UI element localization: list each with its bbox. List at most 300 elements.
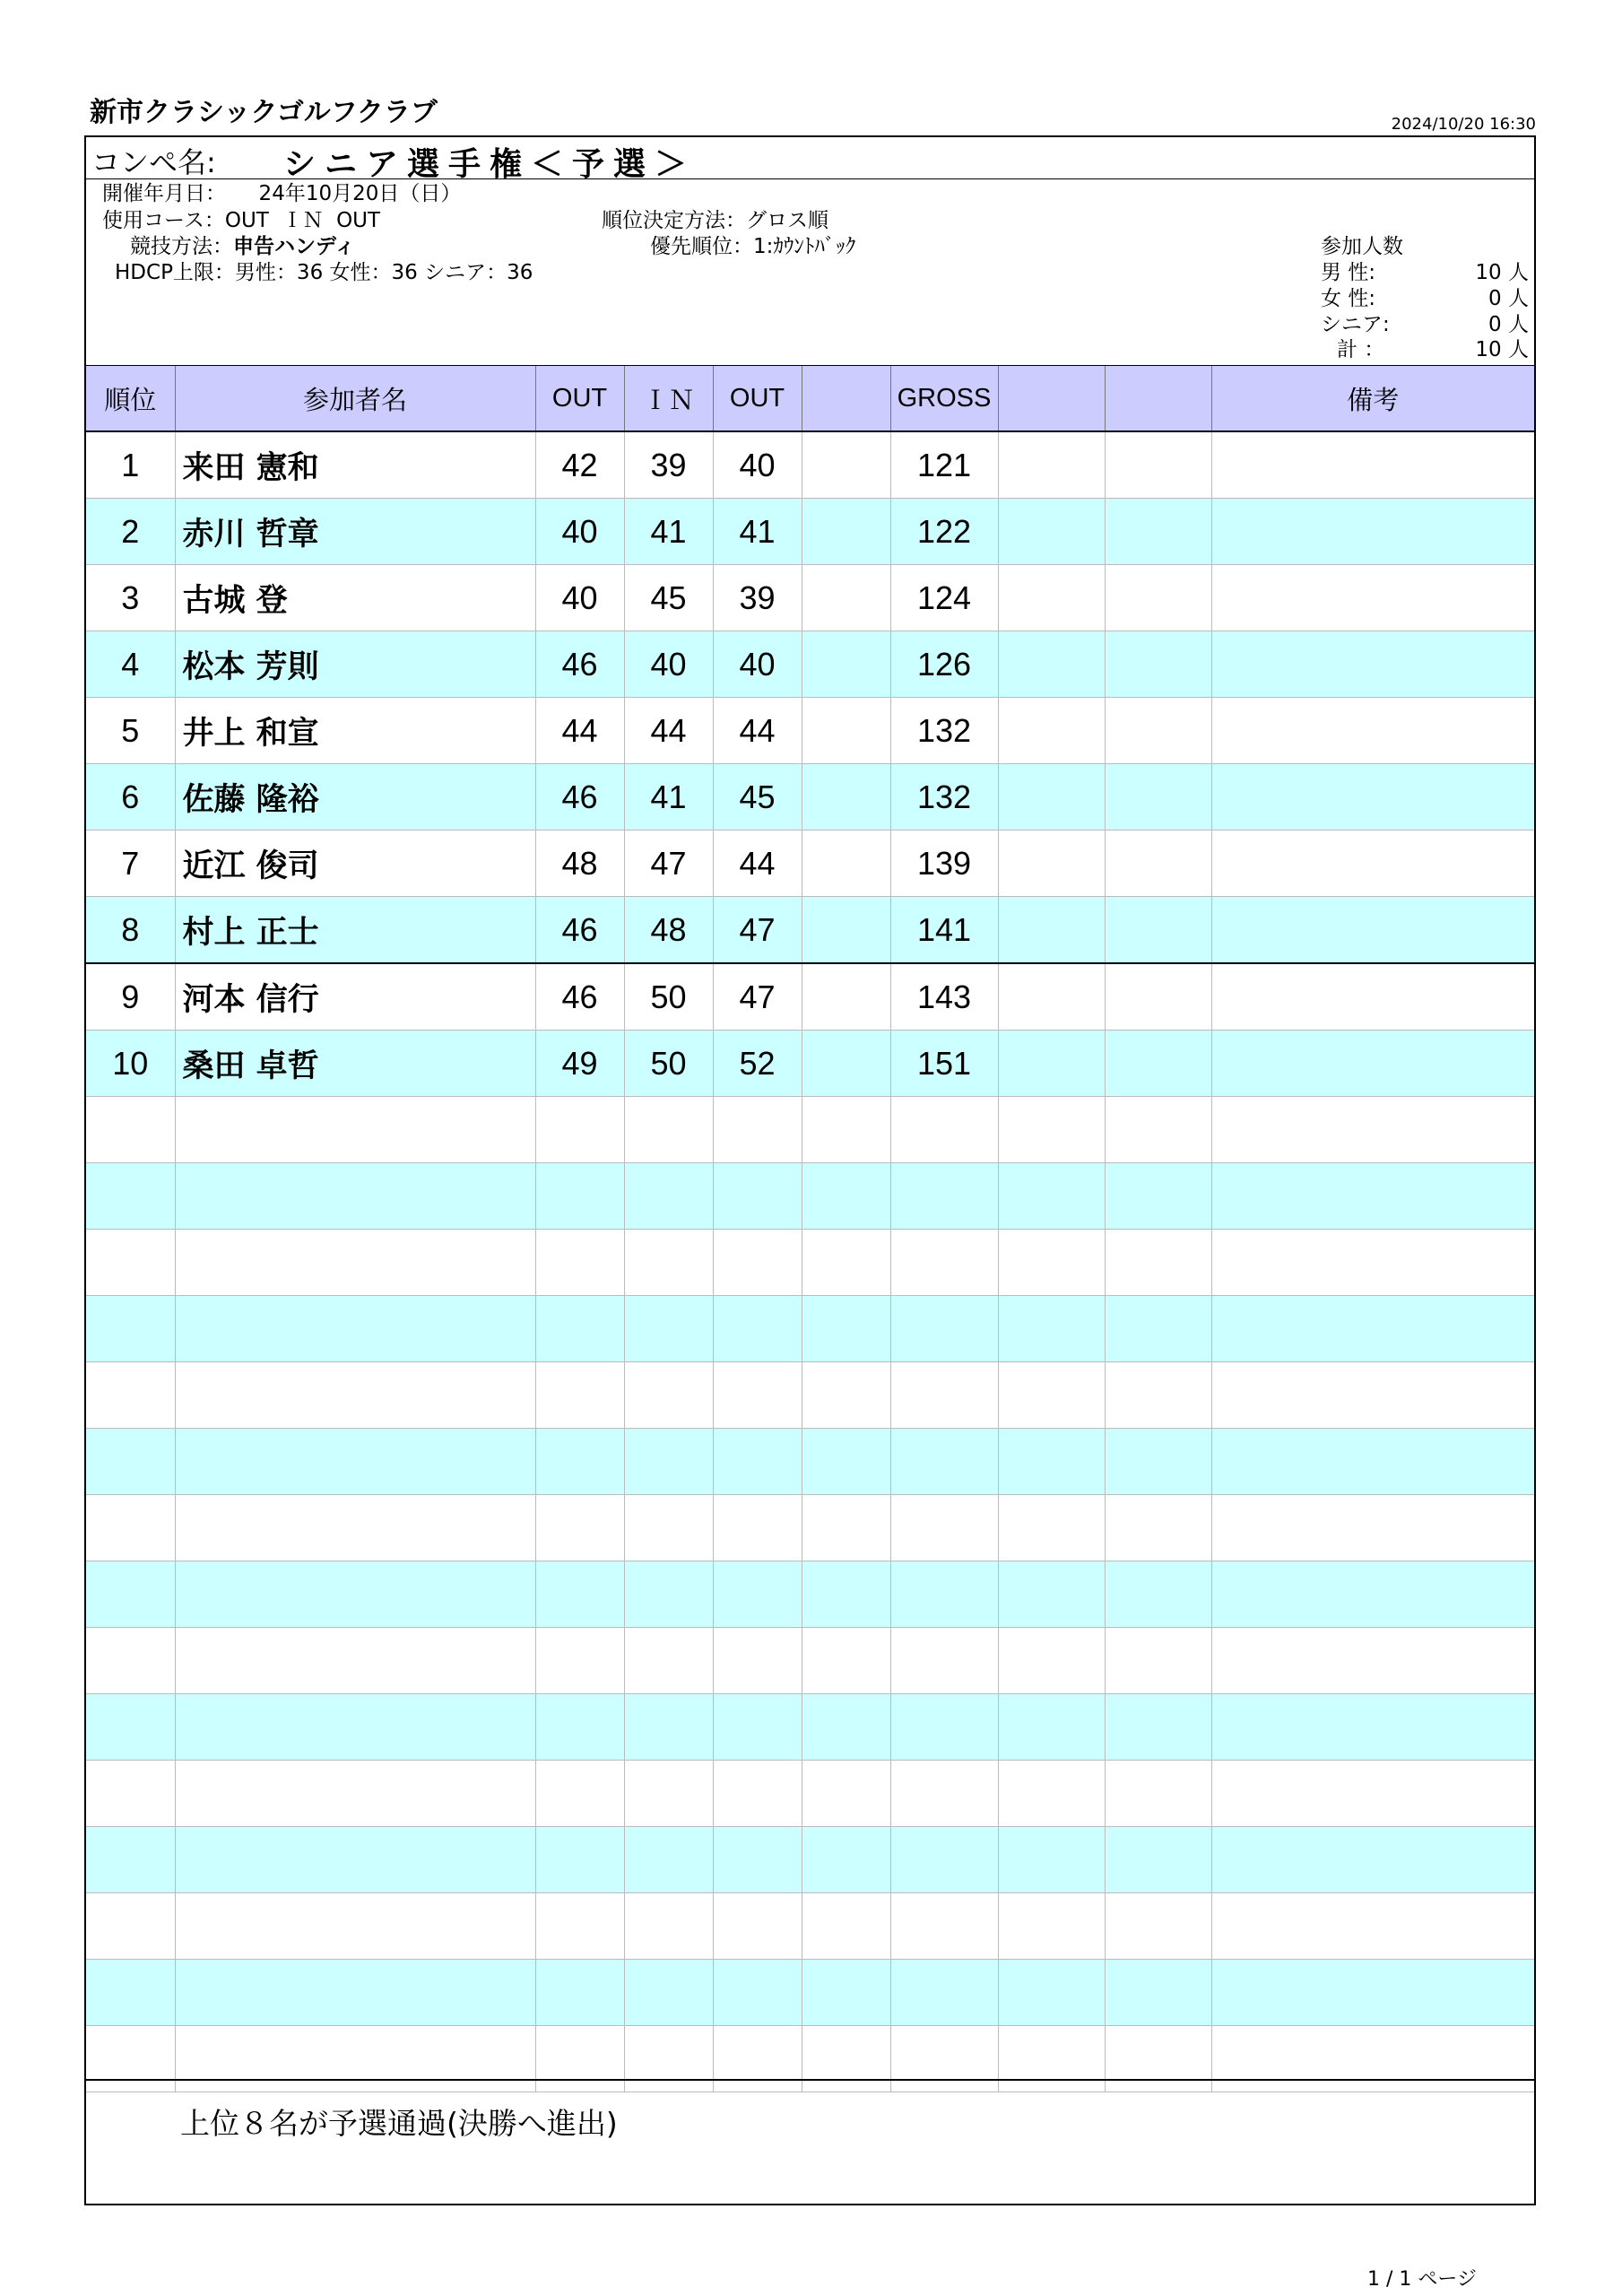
table-row [86, 565, 1534, 631]
cell-out1 [535, 1827, 624, 1893]
cell-blank [1105, 1362, 1211, 1429]
empty-row [86, 1230, 1534, 1296]
cell-blank [998, 1893, 1105, 1960]
cell-gross: 143 [890, 963, 998, 1031]
cell-remarks [1211, 963, 1534, 1031]
cell-blank [998, 1163, 1105, 1230]
cell-remarks [1211, 1893, 1534, 1960]
empty-row [86, 1429, 1534, 1495]
cell-player-name: 松本 芳則 [175, 631, 535, 698]
header-blank-3 [1105, 366, 1211, 432]
cell-blank [998, 698, 1105, 764]
cell-rank: 4 [86, 631, 175, 698]
empty-row [86, 1097, 1534, 1163]
empty-row [86, 1561, 1534, 1628]
cell-rank: 9 [86, 963, 175, 1031]
cell-blank [1105, 565, 1211, 631]
page-indicator: 1 / 1 ページ [1367, 2268, 1477, 2291]
cell-out1 [535, 1296, 624, 1362]
table-row [86, 897, 1534, 964]
cell-blank [998, 897, 1105, 964]
cell-gross [890, 1429, 998, 1495]
cell-rank [86, 1495, 175, 1561]
cell-blank [802, 764, 890, 831]
cell-out2 [713, 1893, 802, 1960]
cell-gross: 124 [890, 565, 998, 631]
cell-out1: 46 [535, 897, 624, 964]
cell-gross: 126 [890, 631, 998, 698]
cell-player-name: 村上 正士 [175, 897, 535, 964]
cell-player-name: 来田 憲和 [175, 431, 535, 499]
cell-gross [890, 1761, 998, 1827]
cell-in [624, 1495, 713, 1561]
empty-row [86, 1761, 1534, 1827]
empty-row [86, 1694, 1534, 1761]
cell-in: 40 [624, 631, 713, 698]
cell-blank [802, 1761, 890, 1827]
cell-gross: 132 [890, 764, 998, 831]
results-body [86, 431, 1534, 2092]
empty-row [86, 1960, 1534, 2026]
cell-gross [890, 1628, 998, 1694]
cell-remarks [1211, 1628, 1534, 1694]
cell-out2 [713, 1429, 802, 1495]
cell-remarks [1211, 565, 1534, 631]
cell-blank [802, 698, 890, 764]
cell-blank [1105, 1561, 1211, 1628]
cell-in: 41 [624, 764, 713, 831]
cell-rank: 7 [86, 831, 175, 897]
cell-rank [86, 1960, 175, 2026]
cell-remarks [1211, 1960, 1534, 2026]
cell-in [624, 1628, 713, 1694]
cell-rank [86, 1097, 175, 1163]
cell-out2: 45 [713, 764, 802, 831]
cell-blank [802, 1429, 890, 1495]
cell-rank [86, 1362, 175, 1429]
cell-player-name [175, 1163, 535, 1230]
cell-blank [802, 1097, 890, 1163]
cell-remarks [1211, 1296, 1534, 1362]
cell-in [624, 1097, 713, 1163]
cell-out1: 40 [535, 565, 624, 631]
cell-rank: 2 [86, 499, 175, 565]
cell-rank [86, 1694, 175, 1761]
cell-player-name: 近江 俊司 [175, 831, 535, 897]
cell-remarks [1211, 1362, 1534, 1429]
cell-out1 [535, 1628, 624, 1694]
cell-blank [998, 1761, 1105, 1827]
empty-row [86, 1628, 1534, 1694]
cell-blank [1105, 1495, 1211, 1561]
cell-out1 [535, 1362, 624, 1429]
cell-gross [890, 1893, 998, 1960]
cell-rank [86, 1827, 175, 1893]
cell-blank [998, 1296, 1105, 1362]
cell-player-name: 井上 和宣 [175, 698, 535, 764]
table-row [86, 499, 1534, 565]
cell-out1 [535, 1097, 624, 1163]
cell-remarks [1211, 1761, 1534, 1827]
cell-blank [998, 1561, 1105, 1628]
cell-in [624, 1296, 713, 1362]
cell-blank [998, 1628, 1105, 1694]
header-rank: 順位 [86, 366, 175, 432]
cell-rank [86, 1230, 175, 1296]
cell-out2: 41 [713, 499, 802, 565]
cell-gross [890, 1561, 998, 1628]
cell-gross: 151 [890, 1031, 998, 1097]
empty-row [86, 1495, 1534, 1561]
header-blank-1 [802, 366, 890, 432]
competition-title-row [86, 137, 1534, 183]
cell-out1 [535, 1163, 624, 1230]
header-remarks: 備考 [1211, 366, 1534, 432]
senior-label: シニア: [1321, 313, 1390, 336]
cell-blank [802, 1827, 890, 1893]
cell-player-name: 河本 信行 [175, 963, 535, 1031]
cell-player-name [175, 1827, 535, 1893]
cell-player-name [175, 1893, 535, 1960]
table-row [86, 631, 1534, 698]
table-row [86, 963, 1534, 1031]
cell-blank [998, 1694, 1105, 1761]
cell-out1: 48 [535, 831, 624, 897]
hdcp-info: HDCP上限：男性：36 女性：36 シニア：36 [115, 261, 533, 284]
method-value: 申告ハンディ [233, 235, 356, 258]
male-label: 男 性: [1321, 261, 1376, 284]
cell-blank [802, 1561, 890, 1628]
ranking-method: 順位決定方法：グロス順 [602, 209, 828, 232]
table-row [86, 764, 1534, 831]
cell-gross [890, 1827, 998, 1893]
cell-in [624, 1429, 713, 1495]
cell-gross: 122 [890, 499, 998, 565]
cell-remarks [1211, 1230, 1534, 1296]
cell-remarks [1211, 1495, 1534, 1561]
table-row [86, 431, 1534, 499]
cell-player-name: 佐藤 隆裕 [175, 764, 535, 831]
cell-blank [802, 1694, 890, 1761]
cell-out1: 42 [535, 431, 624, 499]
cell-player-name [175, 1362, 535, 1429]
header-name: 参加者名 [175, 366, 535, 432]
cell-blank [998, 1827, 1105, 1893]
cell-gross [890, 1960, 998, 2026]
cell-player-name: 古城 登 [175, 565, 535, 631]
cell-out2 [713, 1761, 802, 1827]
cell-blank [998, 1230, 1105, 1296]
cell-in [624, 1163, 713, 1230]
cell-in [624, 1362, 713, 1429]
cell-rank: 3 [86, 565, 175, 631]
club-name: 新市クラシックゴルフクラブ [90, 97, 438, 128]
empty-row [86, 1827, 1534, 1893]
cell-player-name [175, 1296, 535, 1362]
cell-gross [890, 1230, 998, 1296]
empty-row [86, 1296, 1534, 1362]
cell-out2 [713, 1495, 802, 1561]
cell-blank [802, 831, 890, 897]
date-info: 開催年月日： 24年10月20日（日） [102, 182, 462, 205]
cell-remarks [1211, 1827, 1534, 1893]
cell-out2 [713, 1362, 802, 1429]
cell-player-name [175, 1960, 535, 2026]
cell-blank [802, 1031, 890, 1097]
cell-blank [802, 1362, 890, 1429]
cell-in [624, 1827, 713, 1893]
cell-remarks [1211, 1694, 1534, 1761]
cell-remarks [1211, 1031, 1534, 1097]
cell-blank [802, 1628, 890, 1694]
cell-out2 [713, 1694, 802, 1761]
table-row [86, 1031, 1534, 1097]
cell-rank: 5 [86, 698, 175, 764]
table-row [86, 831, 1534, 897]
cell-out2 [713, 1230, 802, 1296]
cell-in [624, 1561, 713, 1628]
cell-out1 [535, 1429, 624, 1495]
cell-blank [1105, 764, 1211, 831]
cell-out2: 44 [713, 698, 802, 764]
cell-player-name [175, 1097, 535, 1163]
table-row [86, 698, 1534, 764]
senior-count: 0 人 [1488, 313, 1529, 336]
method-label: 競技方法： [130, 235, 233, 258]
cell-remarks [1211, 1561, 1534, 1628]
cell-remarks [1211, 431, 1534, 499]
cell-blank [1105, 1429, 1211, 1495]
competition-label: コンペ名: [91, 145, 216, 179]
results-table [86, 365, 1534, 2092]
cell-player-name [175, 1561, 535, 1628]
cell-player-name [175, 1230, 535, 1296]
cell-blank [1105, 1163, 1211, 1230]
cell-rank [86, 1163, 175, 1230]
cell-out2 [713, 1561, 802, 1628]
cell-rank [86, 1628, 175, 1694]
cell-out1 [535, 1495, 624, 1561]
cell-blank [1105, 1628, 1211, 1694]
cell-in: 50 [624, 1031, 713, 1097]
printed-timestamp: 2024/10/20 16:30 [1391, 115, 1536, 134]
cell-blank [802, 1495, 890, 1561]
cell-out2 [713, 1827, 802, 1893]
table-header-row [86, 366, 1534, 432]
cell-blank [1105, 1761, 1211, 1827]
total-count: 10 人 [1475, 338, 1529, 361]
cell-out2: 47 [713, 963, 802, 1031]
cell-gross: 132 [890, 698, 998, 764]
cell-blank [1105, 1296, 1211, 1362]
cell-out1: 46 [535, 764, 624, 831]
cell-player-name [175, 1429, 535, 1495]
cell-remarks [1211, 1429, 1534, 1495]
cell-out1: 46 [535, 963, 624, 1031]
cell-in: 41 [624, 499, 713, 565]
cell-gross: 139 [890, 831, 998, 897]
cell-blank [1105, 1960, 1211, 2026]
cell-out1 [535, 1230, 624, 1296]
cell-blank [998, 764, 1105, 831]
cell-blank [802, 565, 890, 631]
cell-gross [890, 1495, 998, 1561]
cell-out1 [535, 1561, 624, 1628]
cell-out2 [713, 1960, 802, 2026]
cell-blank [1105, 499, 1211, 565]
cell-gross: 141 [890, 897, 998, 964]
cell-blank [1105, 698, 1211, 764]
cell-out2: 47 [713, 897, 802, 964]
cell-in: 45 [624, 565, 713, 631]
cell-out1 [535, 1694, 624, 1761]
cell-player-name: 赤川 哲章 [175, 499, 535, 565]
cell-rank [86, 1893, 175, 1960]
cell-blank [1105, 431, 1211, 499]
cell-out2: 39 [713, 565, 802, 631]
cell-player-name [175, 1495, 535, 1561]
competition-name: シニア選手権＜予選＞ [283, 146, 697, 183]
cell-out2 [713, 1097, 802, 1163]
header-blank-2 [998, 366, 1105, 432]
cell-blank [802, 1960, 890, 2026]
cell-in [624, 1960, 713, 2026]
cell-blank [998, 499, 1105, 565]
header-out2: OUT [713, 366, 802, 432]
cell-out1 [535, 1893, 624, 1960]
cell-in: 50 [624, 963, 713, 1031]
empty-row [86, 1362, 1534, 1429]
header-out1: OUT [535, 366, 624, 432]
cell-out1: 40 [535, 499, 624, 565]
results-sheet [84, 135, 1536, 2205]
cell-out2 [713, 1296, 802, 1362]
cell-out2: 40 [713, 631, 802, 698]
cell-in [624, 1230, 713, 1296]
cell-out2: 44 [713, 831, 802, 897]
cell-out2 [713, 1628, 802, 1694]
cell-blank [1105, 831, 1211, 897]
empty-row [86, 1163, 1534, 1230]
cell-in [624, 1694, 713, 1761]
cell-blank [998, 1031, 1105, 1097]
priority-order: 優先順位：1:ｶｳﾝﾄﾊﾞｯｸ [650, 235, 856, 258]
cell-blank [1105, 1827, 1211, 1893]
cell-gross [890, 1163, 998, 1230]
cell-in [624, 1893, 713, 1960]
cell-in: 39 [624, 431, 713, 499]
cell-in [624, 1761, 713, 1827]
cell-gross [890, 1362, 998, 1429]
cell-blank [998, 431, 1105, 499]
cell-blank [998, 1429, 1105, 1495]
cell-player-name [175, 1694, 535, 1761]
cell-remarks [1211, 764, 1534, 831]
cell-gross: 121 [890, 431, 998, 499]
cell-blank [998, 1495, 1105, 1561]
cell-rank: 8 [86, 897, 175, 964]
cell-out2: 40 [713, 431, 802, 499]
cell-blank [998, 631, 1105, 698]
cell-out1: 44 [535, 698, 624, 764]
cell-rank: 1 [86, 431, 175, 499]
cell-blank [802, 499, 890, 565]
course-info: 使用コース：OUT ＩＮ OUT [102, 209, 381, 232]
total-label: 計 ： [1337, 338, 1385, 361]
female-count: 0 人 [1488, 287, 1529, 310]
cell-player-name [175, 1628, 535, 1694]
cell-blank [998, 963, 1105, 1031]
cell-blank [998, 831, 1105, 897]
header-gross: GROSS [890, 366, 998, 432]
cell-rank [86, 1296, 175, 1362]
qualification-note: 上位８名が予選通過(決勝へ進出) [180, 2106, 618, 2141]
cell-remarks [1211, 897, 1534, 964]
cell-blank [802, 1893, 890, 1960]
cell-blank [802, 897, 890, 964]
note-box [86, 2079, 1534, 2204]
cell-remarks [1211, 831, 1534, 897]
cell-rank [86, 1429, 175, 1495]
cell-rank [86, 1761, 175, 1827]
cell-rank: 6 [86, 764, 175, 831]
cell-gross [890, 1694, 998, 1761]
method-info [130, 233, 355, 260]
header-in: ＩＮ [624, 366, 713, 432]
cell-blank [1105, 1694, 1211, 1761]
cell-blank [1105, 631, 1211, 698]
male-count: 10 人 [1475, 261, 1529, 284]
cell-in: 47 [624, 831, 713, 897]
cell-out1 [535, 1960, 624, 2026]
cell-remarks [1211, 499, 1534, 565]
cell-out2: 52 [713, 1031, 802, 1097]
cell-blank [802, 431, 890, 499]
cell-gross [890, 1097, 998, 1163]
cell-remarks [1211, 698, 1534, 764]
cell-out1 [535, 1761, 624, 1827]
cell-blank [1105, 897, 1211, 964]
cell-blank [1105, 1097, 1211, 1163]
cell-blank [802, 631, 890, 698]
cell-gross [890, 1296, 998, 1362]
female-label: 女 性: [1321, 287, 1376, 310]
cell-blank [802, 1230, 890, 1296]
cell-rank [86, 1561, 175, 1628]
cell-blank [1105, 1893, 1211, 1960]
cell-rank: 10 [86, 1031, 175, 1097]
cell-blank [802, 1296, 890, 1362]
participants-title: 参加人数 [1321, 235, 1403, 258]
cell-blank [1105, 1031, 1211, 1097]
cell-out1: 46 [535, 631, 624, 698]
empty-row [86, 1893, 1534, 1960]
cell-blank [998, 1960, 1105, 2026]
cell-out2 [713, 1163, 802, 1230]
cell-blank [998, 565, 1105, 631]
cell-player-name: 桑田 卓哲 [175, 1031, 535, 1097]
cell-remarks [1211, 1163, 1534, 1230]
cell-blank [802, 1163, 890, 1230]
cell-in: 44 [624, 698, 713, 764]
cell-remarks [1211, 1097, 1534, 1163]
cell-blank [1105, 1230, 1211, 1296]
cell-remarks [1211, 631, 1534, 698]
cell-blank [998, 1097, 1105, 1163]
cell-in: 48 [624, 897, 713, 964]
cell-blank [802, 963, 890, 1031]
cell-player-name [175, 1761, 535, 1827]
